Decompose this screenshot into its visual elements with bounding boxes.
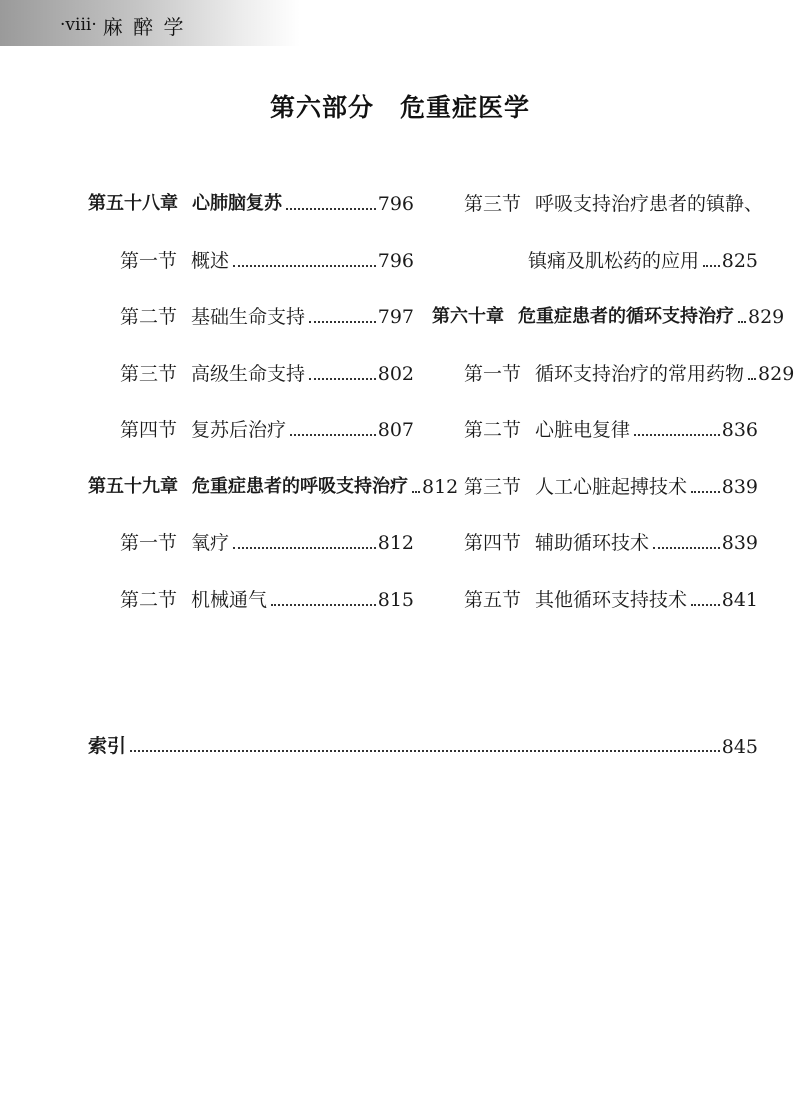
page-number: ·viii· <box>60 15 97 35</box>
toc-section-entry[interactable] <box>432 469 758 499</box>
leader-dots <box>412 491 420 493</box>
toc-section-entry[interactable] <box>88 525 414 555</box>
part-title: 第六部分 危重症医学 <box>269 93 530 122</box>
entry-label: 第四节 <box>120 419 178 441</box>
leader-dots <box>290 434 376 436</box>
entry-page: 825 <box>721 249 758 272</box>
index-label: 索引 <box>88 735 127 757</box>
entry-label: 第二节 <box>120 306 178 328</box>
index-page: 845 <box>721 736 758 758</box>
leader-dots <box>653 547 720 549</box>
toc-index-entry[interactable] <box>88 728 758 758</box>
leader-dots <box>286 208 376 210</box>
entry-title: 氧疗 <box>191 532 230 554</box>
book-title: 麻 醉 学 <box>102 14 186 39</box>
entry-title: 其他循环支持技术 <box>535 588 688 611</box>
toc-chapter-entry[interactable] <box>88 469 459 499</box>
toc-section-entry[interactable] <box>432 525 758 555</box>
leader-dots <box>691 604 720 606</box>
entry-label: 第六十章 <box>432 306 504 327</box>
entry-title: 高级生命支持 <box>191 362 306 385</box>
entry-title: 机械通气 <box>191 588 268 611</box>
toc-section-entry[interactable] <box>432 356 795 386</box>
entry-title: 危重症患者的呼吸支持治疗 <box>192 475 408 497</box>
toc-section-entry[interactable] <box>88 582 414 612</box>
toc-section-entry[interactable] <box>432 186 764 216</box>
entry-label: 第三节 <box>464 193 522 215</box>
toc-section-entry[interactable] <box>88 356 414 386</box>
leader-dots <box>634 434 720 436</box>
toc-section-entry[interactable] <box>88 412 414 442</box>
entry-label: 第五十九章 <box>88 475 178 497</box>
entry-title: 基础生命支持 <box>191 306 306 328</box>
toc-section-entry[interactable] <box>432 243 758 273</box>
entry-label: 第一节 <box>120 249 178 272</box>
leader-dots <box>691 491 720 493</box>
entry-label: 第一节 <box>464 362 522 385</box>
leader-dots <box>309 321 376 323</box>
leader-dots <box>703 265 720 267</box>
toc-chapter-entry[interactable] <box>88 186 414 216</box>
entry-title: 辅助循环技术 <box>535 532 650 554</box>
entry-page: 829 <box>758 362 795 385</box>
leader-dots <box>271 604 376 606</box>
running-header <box>60 10 185 40</box>
entry-page: 815 <box>377 588 414 611</box>
toc-section-entry[interactable] <box>432 582 758 612</box>
entry-label: 第二节 <box>120 588 178 611</box>
entry-title: 镇痛及肌松药的应用 <box>528 249 700 272</box>
entry-label: 第五十八章 <box>88 193 178 214</box>
leader-dots <box>233 265 376 267</box>
entry-label: 第一节 <box>120 532 178 554</box>
toc-chapter-entry[interactable] <box>432 299 785 329</box>
entry-title: 心脏电复律 <box>535 419 631 441</box>
leader-dots <box>309 378 376 380</box>
entry-page: 796 <box>377 249 414 272</box>
entry-label: 第五节 <box>464 588 522 611</box>
entry-page: 807 <box>377 419 414 441</box>
entry-label: 第三节 <box>464 475 522 498</box>
leader-dots <box>738 321 746 323</box>
toc-section-entry[interactable] <box>88 299 414 329</box>
entry-label: 第三节 <box>120 362 178 385</box>
entry-page: 839 <box>721 475 758 498</box>
entry-page: 796 <box>377 193 414 215</box>
entry-page: 812 <box>422 475 459 498</box>
entry-page: 802 <box>377 362 414 385</box>
entry-title: 危重症患者的循环支持治疗 <box>518 306 734 327</box>
leader-dots <box>130 750 720 752</box>
entry-page: 836 <box>721 419 758 441</box>
entry-label: 第四节 <box>464 532 522 554</box>
entry-page: 839 <box>721 532 758 554</box>
leader-dots <box>233 547 376 549</box>
entry-page: 812 <box>377 532 414 554</box>
entry-page: 841 <box>721 588 758 611</box>
toc-section-entry[interactable] <box>88 243 414 273</box>
entry-title: 概述 <box>191 249 230 272</box>
entry-page: 797 <box>377 306 414 328</box>
entry-label: 第二节 <box>464 419 522 441</box>
entry-title: 人工心脏起搏技术 <box>535 475 688 498</box>
entry-page: 829 <box>748 306 785 328</box>
toc-section-entry[interactable] <box>432 412 758 442</box>
entry-title: 呼吸支持治疗患者的镇静、 <box>535 193 764 215</box>
entry-title: 心肺脑复苏 <box>192 193 282 214</box>
leader-dots <box>748 378 756 380</box>
entry-title: 复苏后治疗 <box>191 419 287 441</box>
entry-title: 循环支持治疗的常用药物 <box>535 362 745 385</box>
